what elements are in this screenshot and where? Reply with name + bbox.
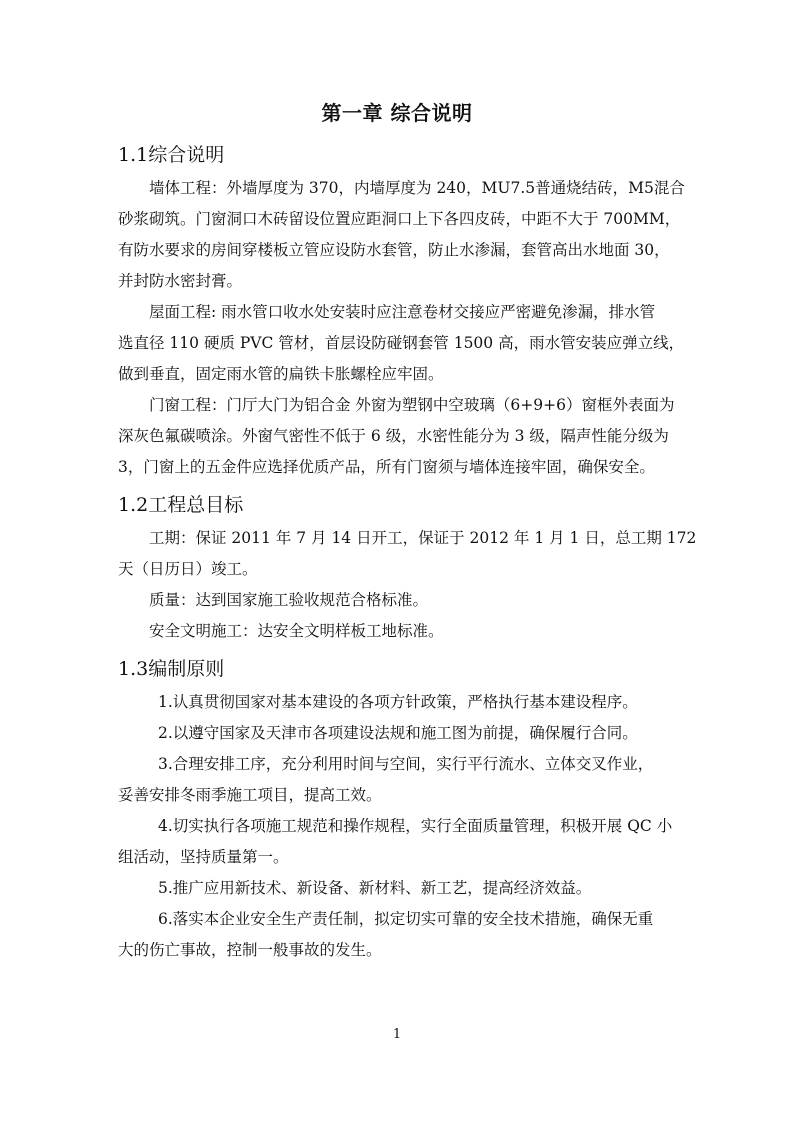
paragraph-line: 屋面工程: 雨水管口收水处安装时应注意卷材交接应严密避免渗漏，排水管 <box>149 303 656 321</box>
list-item: 5.推广应用新技术、新设备、新材料、新工艺，提高经济效益。 <box>158 879 592 897</box>
list-item: 6.落实本企业安全生产责任制，拟定切实可靠的安全技术措施，确保无重 <box>158 910 654 928</box>
section-heading-1-1: 1.1综合说明 <box>118 144 225 166</box>
chapter-title: 第一章 综合说明 <box>321 101 473 125</box>
paragraph-line: 并封防水密封膏。 <box>118 272 243 290</box>
list-item: 2.以遵守国家及天津市各项建设法规和施工图为前提，确保履行合同。 <box>158 724 638 742</box>
paragraph-line: 选直径 110 硬质 PVC 管材，首层设防碰钢套管 1500 高，雨水管安装应弹立线， <box>118 334 685 352</box>
page-number: 1 <box>392 1027 402 1042</box>
paragraph-line: 做到垂直，固定雨水管的扁铁卡胀螺栓应牢固。 <box>118 365 444 383</box>
list-item-continuation: 大的伤亡事故，控制一般事故的发生。 <box>118 941 382 959</box>
paragraph-line: 3，门窗上的五金件应选择优质产品，所有门窗须与墙体连接牢固，确保安全。 <box>118 458 655 476</box>
paragraph-line: 墙体工程：外墙厚度为 370，内墙厚度为 240，MU7.5普通烧结砖，M5混合 <box>149 179 685 197</box>
list-item: 3.合理安排工序，充分利用时间与空间，实行平行流水、立体交叉作业， <box>158 755 654 773</box>
list-item-continuation: 妥善安排冬雨季施工项目，提高工效。 <box>118 786 382 804</box>
list-item: 4.切实执行各项施工规范和操作规程，实行全面质量管理，积极开展 QC 小 <box>158 817 673 835</box>
section-heading-1-3: 1.3编制原则 <box>118 658 225 680</box>
paragraph-line: 有防水要求的房间穿楼板立管应设防水套管，防止水渗漏，套管高出水地面 30， <box>118 241 670 259</box>
paragraph-line: 砂浆砌筑。门窗洞口木砖留设位置应距洞口上下各四皮砖，中距不大于 700MM， <box>118 210 681 228</box>
paragraph-line: 门窗工程：门厅大门为铝合金 外窗为塑钢中空玻璃（6+9+6）窗框外表面为 <box>149 396 675 414</box>
list-item-continuation: 组活动，坚持质量第一。 <box>118 848 289 866</box>
paragraph-line: 深灰色氟碳喷涂。外窗气密性不低于 6 级，水密性能分为 3 级，隔声性能分级为 <box>118 427 669 445</box>
list-item: 1.认真贯彻国家对基本建设的各项方针政策，严格执行基本建设程序。 <box>158 693 638 711</box>
section-heading-1-2: 1.2工程总目标 <box>118 494 244 516</box>
paragraph-line: 天（日历日）竣工。 <box>118 560 258 578</box>
paragraph-line: 质量：达到国家施工验收规范合格标准。 <box>149 591 429 609</box>
paragraph-line: 安全文明施工：达安全文明样板工地标准。 <box>149 622 444 640</box>
paragraph-line: 工期：保证 2011 年 7 月 14 日开工，保证于 2012 年 1 月 1 日，总工期 172 <box>149 529 697 547</box>
